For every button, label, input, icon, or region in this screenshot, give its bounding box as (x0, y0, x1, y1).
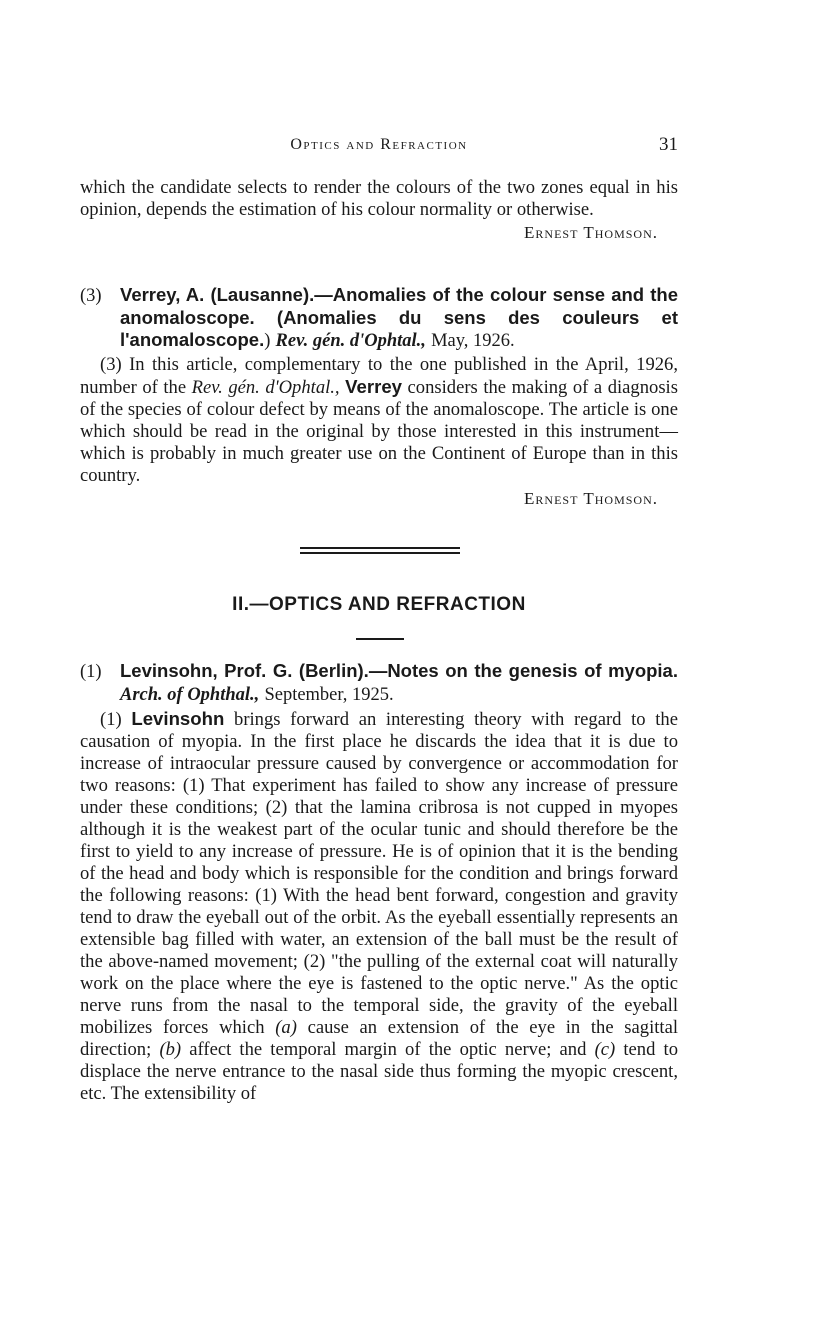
page-number: 31 (659, 134, 678, 155)
abstract-author: Verrey (345, 376, 402, 397)
abstract-number: (1) (100, 709, 122, 730)
abstract-paragraph (80, 354, 678, 487)
abstract-signature: Ernest Thomson. (524, 223, 658, 242)
abstract-text: tend to displace the nerve entrance to the nasal side thus forming the myopic crescent, etc. The extensibility of (80, 1039, 679, 1104)
abstract-journal-ref: Rev. gén. d'Ophtal., (191, 377, 340, 398)
entry-journal: Rev. gén. d'Ophtal., (275, 331, 426, 351)
abstract-number: (3) (100, 354, 122, 375)
abstract-author: Levinsohn (131, 708, 225, 729)
entry-number: (1) (80, 662, 102, 682)
abstract-signature: Ernest Thomson. (524, 489, 658, 508)
abstract-text: In this article, complementary to the one published in the April, 1926, number of the (80, 354, 678, 398)
entry-heading (80, 660, 678, 706)
entry-title: —Anomalies of the colour sense and the anomaloscope. (Anomalies du sens des couleurs et l'anomaloscope. (120, 284, 678, 350)
abstract-text: affect the temporal margin of the optic nerve; and (189, 1039, 587, 1060)
abstract-text: brings forward an interesting theory with regard to the causation of myopia. In the first place he discards the idea that it is due to increase of intraocular pressure caused by convergence or accommodation for two reasons: (1) That experiment has failed to show any increase of pressure under these conditions; (2) that the lamina cribrosa is not cupped in myopes although it is the weakest part of the ocular tunic and should therefore be the first to yield to any increase of pressure. He is of opinion that it is the bending of the head and body which is responsible for the condition and brings forward the following reasons: (1) With the head bent forward, congestion and gravity tend to draw the eyeball out of the orbit. As the eyeball essentially represents an extensible bag filled with water, an extension of the ball must be the result of the above-named movement; (2) "the pulling of the external coat will naturally work on the place where the eye is fastened to the optic nerve." As the optic nerve runs from the nasal to the temporal side, the gravity of the eyeball mobilizes forces which (80, 709, 678, 1038)
section-title: II.—OPTICS AND REFRACTION (232, 594, 526, 615)
list-marker-b: (b) (159, 1039, 182, 1060)
list-marker-c: (c) (594, 1039, 616, 1060)
entry-author: Verrey, A. (Lausanne). (120, 284, 315, 305)
continuation-paragraph: which the candidate selects to render the colours of the two zones equal in his opinion, depends the estimation of his colour normality or otherwise. (80, 177, 678, 220)
section-divider-double-rule (300, 547, 460, 557)
entry-title-close: ) (264, 331, 271, 351)
running-head-title: Optics and Refraction (290, 136, 468, 153)
abstract-paragraph (80, 708, 678, 1105)
abstract-entry-1 (80, 660, 678, 1105)
abstract-text: considers the making of a diagnosis of the species of colour defect by means of the anomaloscope. The article is one which should be read in the original by those interested in this instrument—which is probably in much greater use on the Continent of Europe than in this country. (80, 377, 678, 486)
entry-journal: Arch. of Ophthal., (120, 685, 260, 705)
abstract-entry-3 (80, 284, 678, 509)
abstract-text: cause an extension of the eye in the sagittal direction; (80, 1017, 678, 1060)
list-marker-a: (a) (275, 1017, 297, 1038)
entry-title: —Notes on the genesis of myopia. (368, 660, 678, 681)
section-title-rule (356, 638, 404, 640)
entry-date: May, 1926. (431, 331, 515, 351)
running-head (80, 136, 678, 156)
entry-date: September, 1925. (264, 685, 394, 705)
entry-number: (3) (80, 286, 102, 306)
entry-heading (80, 284, 678, 352)
previous-abstract-continuation (80, 177, 678, 243)
entry-author: Levinsohn, Prof. G. (Berlin). (120, 660, 369, 681)
